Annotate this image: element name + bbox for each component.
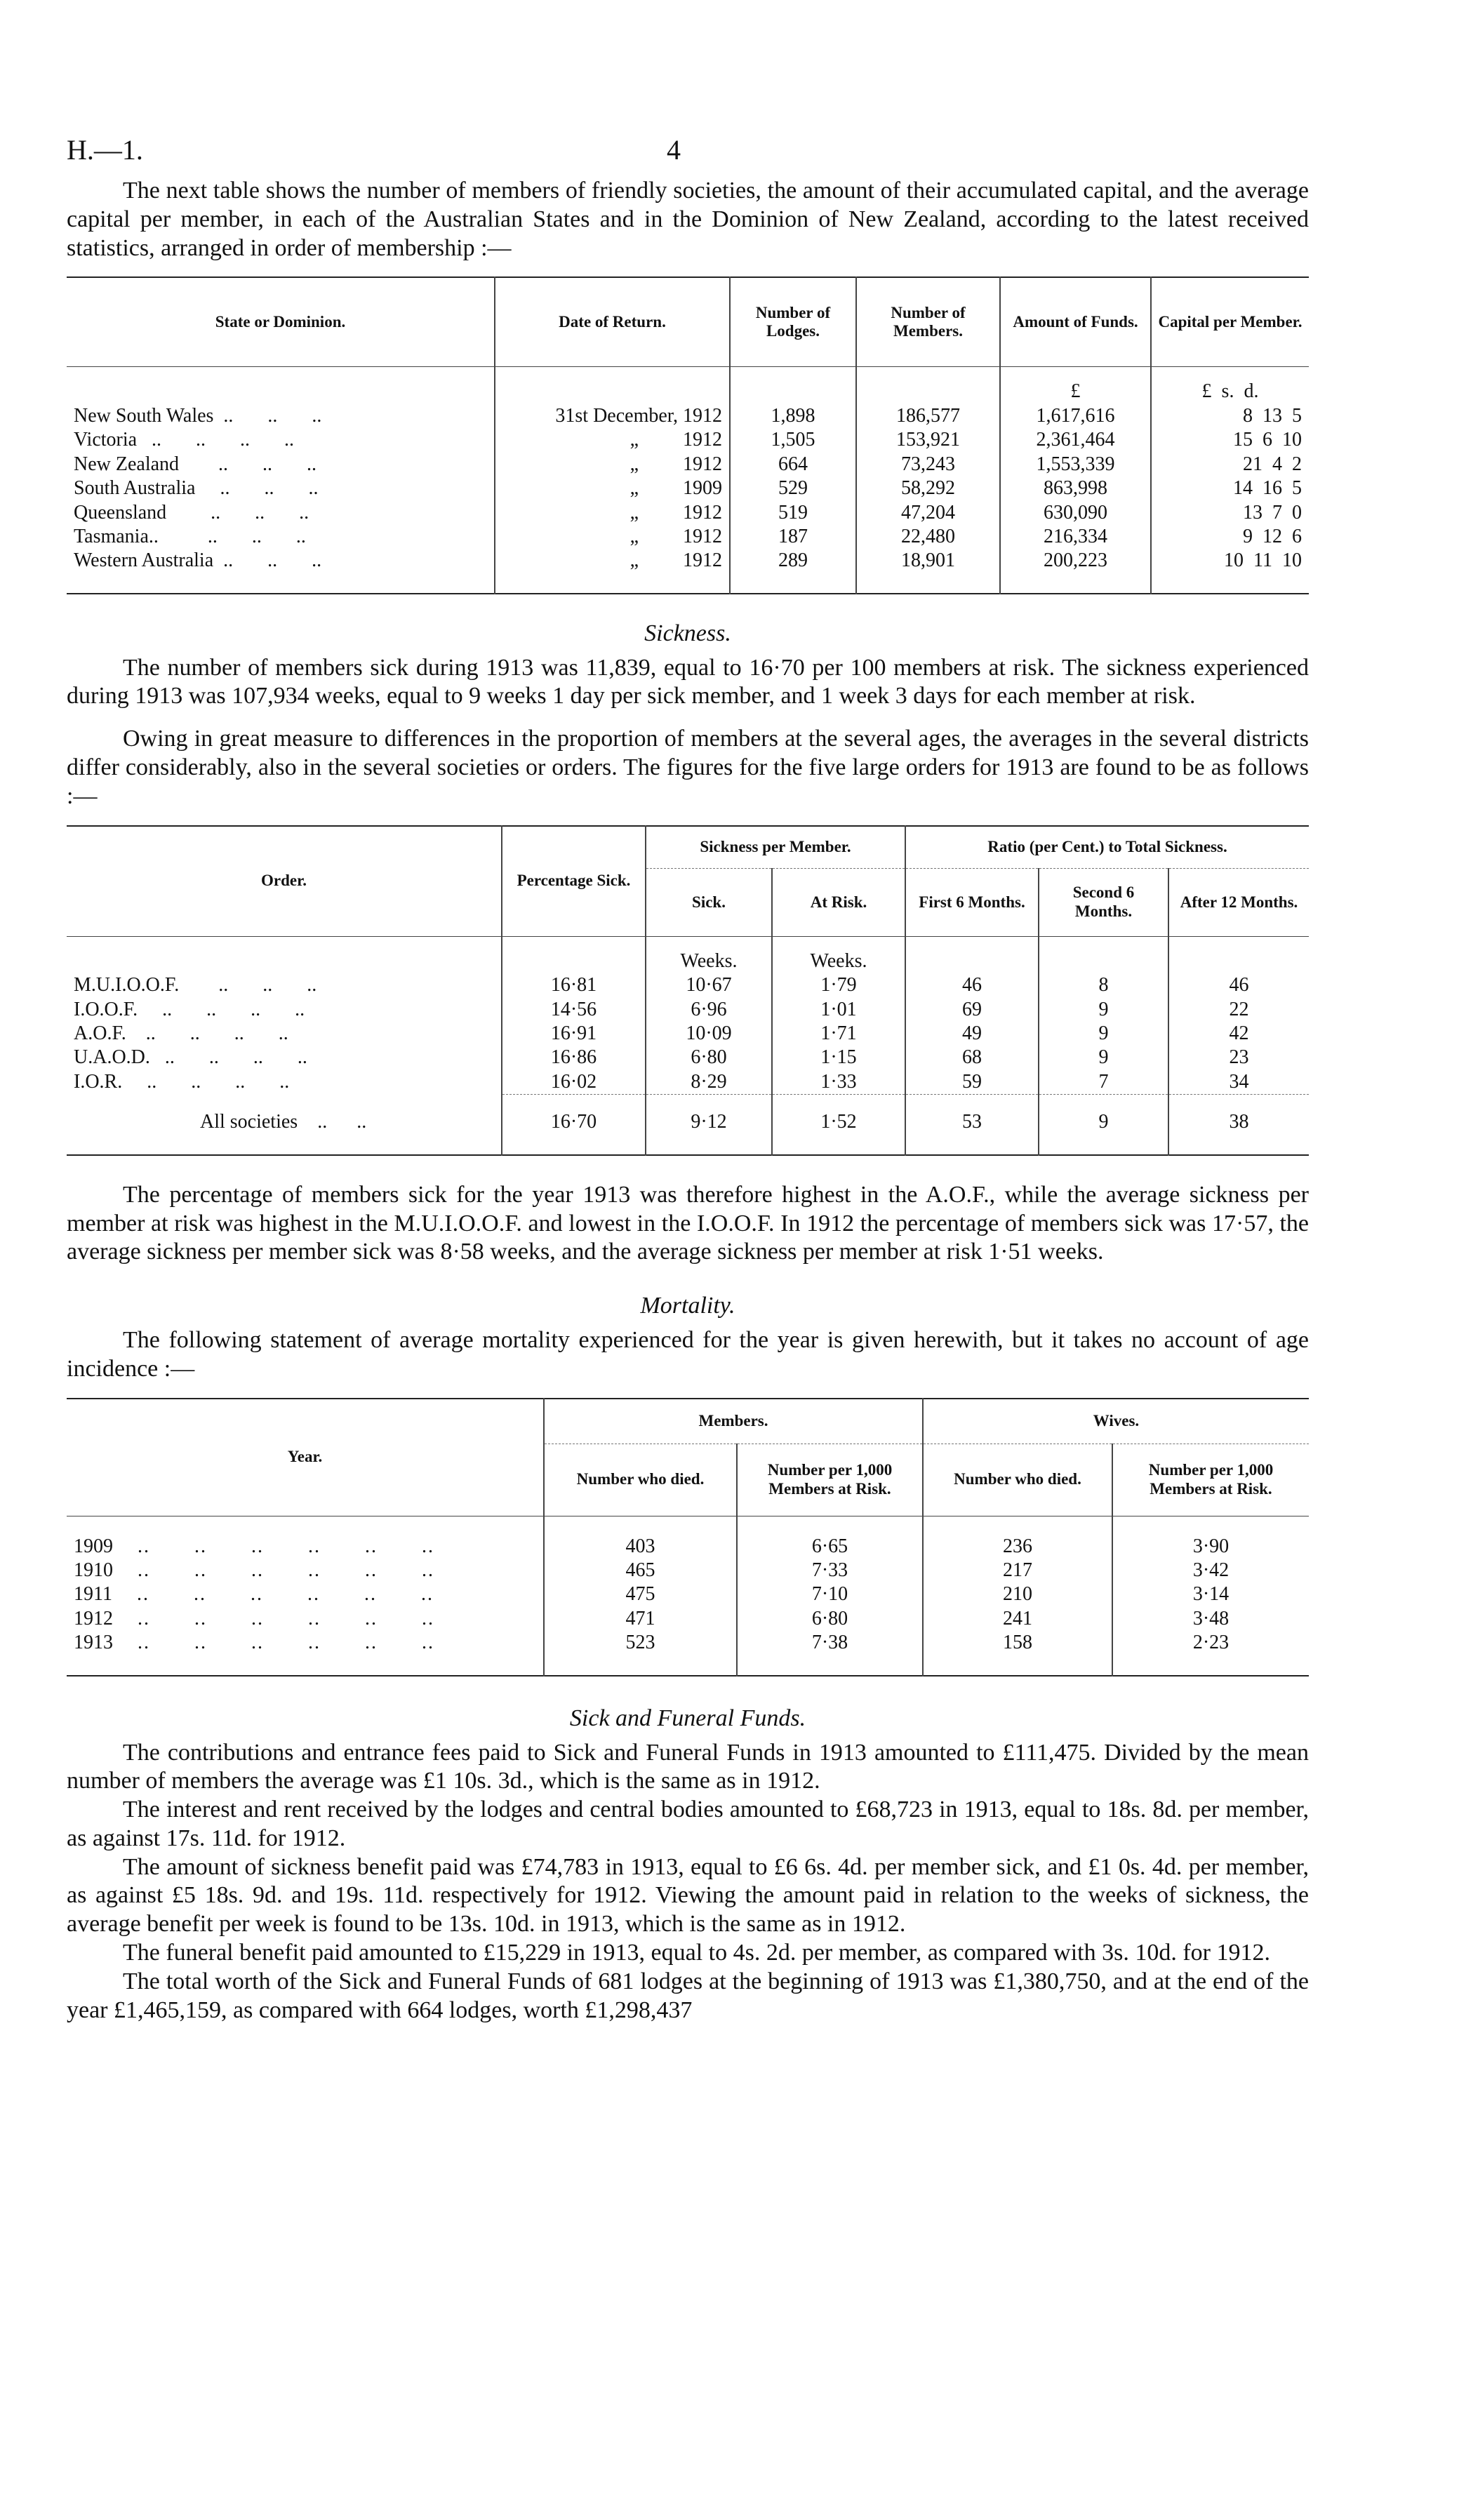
row-members-died: 523 xyxy=(544,1631,737,1675)
row-funds: 1,553,339 xyxy=(1000,453,1151,476)
funds-paragraph-2: The interest and rent received by the lodges and central bodies amounted to £68,723 in 1913, equal to 18s. 8d. per member, as against 17s. 11d. for 1912. xyxy=(67,1796,1309,1851)
row-funds: 1,617,616 xyxy=(1000,404,1151,428)
unit-sick: Weeks. xyxy=(646,936,772,973)
row-capital: 10 11 10 xyxy=(1151,549,1309,593)
row-sick: 6·80 xyxy=(646,1046,772,1069)
row-pct: 14·56 xyxy=(502,998,646,1022)
col-wives-died: Number who died. xyxy=(923,1444,1112,1516)
table-row xyxy=(67,525,1309,549)
row-funds: 630,090 xyxy=(1000,501,1151,525)
row-first: 49 xyxy=(905,1022,1039,1046)
col-capital: Capital per Member. xyxy=(1151,277,1309,367)
mortality-heading: Mortality. xyxy=(640,1293,735,1319)
table-header-row xyxy=(67,277,1309,367)
row-at-risk: 1·79 xyxy=(772,973,905,997)
row-order: A.O.F. .. .. .. .. xyxy=(74,1022,288,1044)
row-funds: 216,334 xyxy=(1000,525,1151,549)
row-state: Western Australia .. .. .. xyxy=(74,549,322,572)
col-second-6-months: Second 6 Months. xyxy=(1039,868,1168,936)
units-row xyxy=(67,367,1309,404)
table-header-row xyxy=(67,1399,1309,1444)
row-date: „ 1912 xyxy=(495,453,730,476)
sickness-heading: Sickness. xyxy=(644,620,731,646)
row-after: 22 xyxy=(1168,998,1309,1022)
funds-heading: Sick and Funeral Funds. xyxy=(569,1705,806,1731)
row-after: 23 xyxy=(1168,1046,1309,1069)
row-state: Queensland .. .. .. xyxy=(74,501,309,524)
row-second: 7 xyxy=(1039,1070,1168,1095)
row-pct: 16·02 xyxy=(502,1070,646,1095)
row-after: 34 xyxy=(1168,1070,1309,1095)
sickness-summary-paragraph: The percentage of members sick for the year 1913 was therefore highest in the A.O.F., while the average sickness per member at risk was highest in the M.U.I.O.O.F. and lowest in the I.O.O.F. In 1912 the percentage of members sick was 17·57, the average sickness per member sick was 8·58 weeks, and the average sickness per member at risk 1·51 weeks. xyxy=(67,1181,1309,1265)
col-sick: Sick. xyxy=(646,868,772,936)
row-wives-rate: 3·14 xyxy=(1112,1582,1309,1606)
table-row xyxy=(67,1607,1309,1631)
table-row xyxy=(67,1022,1309,1046)
row-sick: 10·09 xyxy=(646,1022,772,1046)
document-reference: H.—1. xyxy=(67,134,143,166)
row-members: 186,577 xyxy=(856,404,1000,428)
col-wives: Wives. xyxy=(923,1399,1309,1444)
row-year: 1912 xyxy=(74,1607,113,1629)
table-row xyxy=(67,549,1309,593)
row-pct: 16·86 xyxy=(502,1046,646,1069)
table-row xyxy=(67,1631,1309,1675)
unit-capital: £ s. d. xyxy=(1151,367,1309,404)
row-pct: 16·81 xyxy=(502,973,646,997)
funds-paragraph-5: The total worth of the Sick and Funeral Funds of 681 lodges at the beginning of 1913 was £1,380,750, and at the end of the year £1,465,159, as compared with 664 lodges, worth £1,298,437 xyxy=(67,1968,1309,2023)
row-after: 46 xyxy=(1168,973,1309,997)
row-members: 153,921 xyxy=(856,428,1000,452)
row-funds: 863,998 xyxy=(1000,476,1151,500)
col-funds: Amount of Funds. xyxy=(1000,277,1151,367)
row-lodges: 289 xyxy=(730,549,856,593)
row-second: 8 xyxy=(1039,973,1168,997)
row-state: New South Wales .. .. .. xyxy=(74,404,322,427)
row-funds: 2,361,464 xyxy=(1000,428,1151,452)
table-row xyxy=(67,453,1309,476)
row-date: „ 1912 xyxy=(495,428,730,452)
intro-paragraph: The next table shows the number of members of friendly societies, the amount of their accumulated capital, and the average capital per member, in each of the Australian States and in the Dominion of New Zealand, according to the latest received statistics, arranged in order of membership :— xyxy=(67,178,1309,261)
row-date: „ 1912 xyxy=(495,525,730,549)
row-members: 18,901 xyxy=(856,549,1000,593)
row-date: 31st December, 1912 xyxy=(495,404,730,428)
row-lodges: 529 xyxy=(730,476,856,500)
row-dots: .. .. .. .. .. .. xyxy=(138,1607,434,1629)
funds-paragraph-1: The contributions and entrance fees paid to Sick and Funeral Funds in 1913 amounted to £111,475. Divided by the mean number of members the average was £1 10s. 3d., which is the same as in 1912. xyxy=(67,1739,1309,1794)
col-members-rate: Number per 1,000 Members at Risk. xyxy=(737,1444,923,1516)
row-at-risk: 1·01 xyxy=(772,998,905,1022)
row-first: 59 xyxy=(905,1070,1039,1095)
mortality-table xyxy=(67,1398,1309,1676)
row-sick: 6·96 xyxy=(646,998,772,1022)
row-capital: 15 6 10 xyxy=(1151,428,1309,452)
row-wives-rate: 3·90 xyxy=(1112,1516,1309,1559)
row-members: 73,243 xyxy=(856,453,1000,476)
col-first-6-months: First 6 Months. xyxy=(905,868,1039,936)
row-first: 69 xyxy=(905,998,1039,1022)
row-members-rate: 6·80 xyxy=(737,1607,923,1631)
row-second: 9 xyxy=(1039,998,1168,1022)
row-at-risk: 1·71 xyxy=(772,1022,905,1046)
table-header-row xyxy=(67,826,1309,869)
row-date: „ 1909 xyxy=(495,476,730,500)
row-sick: 8·29 xyxy=(646,1070,772,1095)
col-percentage-sick: Percentage Sick. xyxy=(502,826,646,937)
page-number: 4 xyxy=(667,134,681,166)
page-header xyxy=(67,133,1309,177)
row-members: 22,480 xyxy=(856,525,1000,549)
row-wives-rate: 3·48 xyxy=(1112,1607,1309,1631)
total-label: All societies .. .. xyxy=(200,1111,367,1133)
table-row xyxy=(67,428,1309,452)
row-sick: 10·67 xyxy=(646,973,772,997)
row-dots: .. .. .. .. .. .. xyxy=(138,1559,434,1581)
row-order: I.O.O.F. .. .. .. .. xyxy=(74,998,305,1020)
col-date: Date of Return. xyxy=(495,277,730,367)
row-second: 9 xyxy=(1039,1022,1168,1046)
row-members-rate: 7·10 xyxy=(737,1582,923,1606)
table-row xyxy=(67,501,1309,525)
row-year: 1909 xyxy=(74,1535,113,1557)
row-lodges: 1,505 xyxy=(730,428,856,452)
col-sickness-per-member: Sickness per Member. xyxy=(646,826,905,869)
total-at-risk: 1·52 xyxy=(772,1095,905,1155)
row-capital: 13 7 0 xyxy=(1151,501,1309,525)
row-wives-died: 158 xyxy=(923,1631,1112,1675)
col-after-12-months: After 12 Months. xyxy=(1168,868,1309,936)
table-row xyxy=(67,404,1309,428)
mortality-paragraph: The following statement of average mortality experienced for the year is given herewith, but it takes no account of age incidence :— xyxy=(67,1326,1309,1382)
total-sick: 9·12 xyxy=(646,1095,772,1155)
row-state: New Zealand .. .. .. xyxy=(74,453,317,475)
units-row xyxy=(67,936,1309,973)
row-at-risk: 1·33 xyxy=(772,1070,905,1095)
row-capital: 8 13 5 xyxy=(1151,404,1309,428)
col-wives-rate: Number per 1,000 Members at Risk. xyxy=(1112,1444,1309,1516)
row-members-rate: 6·65 xyxy=(737,1516,923,1559)
row-wives-died: 241 xyxy=(923,1607,1112,1631)
row-lodges: 664 xyxy=(730,453,856,476)
col-state: State or Dominion. xyxy=(215,313,346,331)
total-pct: 16·70 xyxy=(502,1095,646,1155)
total-row xyxy=(67,1095,1309,1155)
row-wives-died: 236 xyxy=(923,1516,1112,1559)
table-row xyxy=(67,998,1309,1022)
row-year: 1910 xyxy=(74,1559,113,1581)
total-after: 38 xyxy=(1168,1095,1309,1155)
row-year: 1911 xyxy=(74,1583,112,1606)
table-row xyxy=(67,1582,1309,1606)
sickness-paragraph-2: Owing in great measure to differences in the proportion of members at the several ages, the averages in the several districts differ considerably, also in the several societies or orders. The figures for the five large orders for 1913 are found to be as follows :— xyxy=(67,726,1309,809)
row-wives-rate: 3·42 xyxy=(1112,1559,1309,1582)
col-year: Year. xyxy=(287,1448,323,1466)
row-funds: 200,223 xyxy=(1000,549,1151,593)
row-members-died: 465 xyxy=(544,1559,737,1582)
col-lodges: Number of Lodges. xyxy=(730,277,856,367)
total-first: 53 xyxy=(905,1095,1039,1155)
row-state: Victoria .. .. .. .. xyxy=(74,429,295,451)
row-dots: .. .. .. .. .. .. xyxy=(138,1632,434,1654)
funds-paragraph-3: The amount of sickness benefit paid was £74,783 in 1913, equal to £6 6s. 4d. per member sick, and £1 0s. 4d. per member, as against £5 18s. 9d. and 19s. 11d. respectively for 1912. Viewing the amount paid in relation to the weeks of sickness, the average benefit per week is found to be 13s. 10d. in 1913, which is the same as in 1912. xyxy=(67,1853,1309,1938)
row-pct: 16·91 xyxy=(502,1022,646,1046)
row-after: 42 xyxy=(1168,1022,1309,1046)
row-at-risk: 1·15 xyxy=(772,1046,905,1069)
row-capital: 9 12 6 xyxy=(1151,525,1309,549)
unit-at-risk: Weeks. xyxy=(772,936,905,973)
row-members: 58,292 xyxy=(856,476,1000,500)
table-row xyxy=(67,476,1309,500)
row-capital: 21 4 2 xyxy=(1151,453,1309,476)
row-state: Tasmania.. .. .. .. xyxy=(74,526,306,548)
row-members-died: 471 xyxy=(544,1607,737,1631)
row-second: 9 xyxy=(1039,1046,1168,1069)
col-order: Order. xyxy=(261,872,307,890)
row-wives-rate: 2·23 xyxy=(1112,1631,1309,1675)
row-state: South Australia .. .. .. xyxy=(74,477,319,500)
col-at-risk: At Risk. xyxy=(772,868,905,936)
col-ratio: Ratio (per Cent.) to Total Sickness. xyxy=(905,826,1309,869)
row-members: 47,204 xyxy=(856,501,1000,525)
total-second: 9 xyxy=(1039,1095,1168,1155)
row-order: M.U.I.O.O.F. .. .. .. xyxy=(74,974,317,996)
table-row xyxy=(67,1559,1309,1582)
col-members: Number of Members. xyxy=(856,277,1000,367)
row-lodges: 1,898 xyxy=(730,404,856,428)
row-first: 68 xyxy=(905,1046,1039,1069)
row-date: „ 1912 xyxy=(495,501,730,525)
row-order: U.A.O.D. .. .. .. .. xyxy=(74,1046,307,1069)
col-members-died: Number who died. xyxy=(544,1444,737,1516)
row-date: „ 1912 xyxy=(495,549,730,593)
table-row xyxy=(67,1516,1309,1559)
row-year: 1913 xyxy=(74,1632,113,1654)
unit-funds: £ xyxy=(1000,367,1151,404)
table-row xyxy=(67,1070,1309,1095)
orders-sickness-table xyxy=(67,825,1309,1156)
row-wives-died: 210 xyxy=(923,1582,1112,1606)
row-members-died: 475 xyxy=(544,1582,737,1606)
row-dots: .. .. .. .. .. .. xyxy=(136,1583,434,1606)
row-capital: 14 16 5 xyxy=(1151,476,1309,500)
row-members-rate: 7·38 xyxy=(737,1631,923,1675)
row-lodges: 519 xyxy=(730,501,856,525)
row-members-died: 403 xyxy=(544,1516,737,1559)
membership-table xyxy=(67,276,1309,594)
row-first: 46 xyxy=(905,973,1039,997)
table-row xyxy=(67,1046,1309,1069)
row-lodges: 187 xyxy=(730,525,856,549)
table-row xyxy=(67,973,1309,997)
row-dots: .. .. .. .. .. .. xyxy=(138,1535,434,1557)
row-members-rate: 7·33 xyxy=(737,1559,923,1582)
col-members: Members. xyxy=(544,1399,923,1444)
sickness-paragraph-1: The number of members sick during 1913 was 11,839, equal to 16·70 per 100 members at risk. The sickness experienced during 1913 was 107,934 weeks, equal to 9 weeks 1 day per sick member, and 1 week 3 days for each member at risk. xyxy=(67,654,1309,709)
row-wives-died: 217 xyxy=(923,1559,1112,1582)
funds-paragraph-4: The funeral benefit paid amounted to £15,229 in 1913, equal to 4s. 2d. per member, as compared with 3s. 10d. for 1912. xyxy=(123,1940,1270,1966)
page xyxy=(67,133,1309,2025)
row-order: I.O.R. .. .. .. .. xyxy=(74,1071,290,1093)
